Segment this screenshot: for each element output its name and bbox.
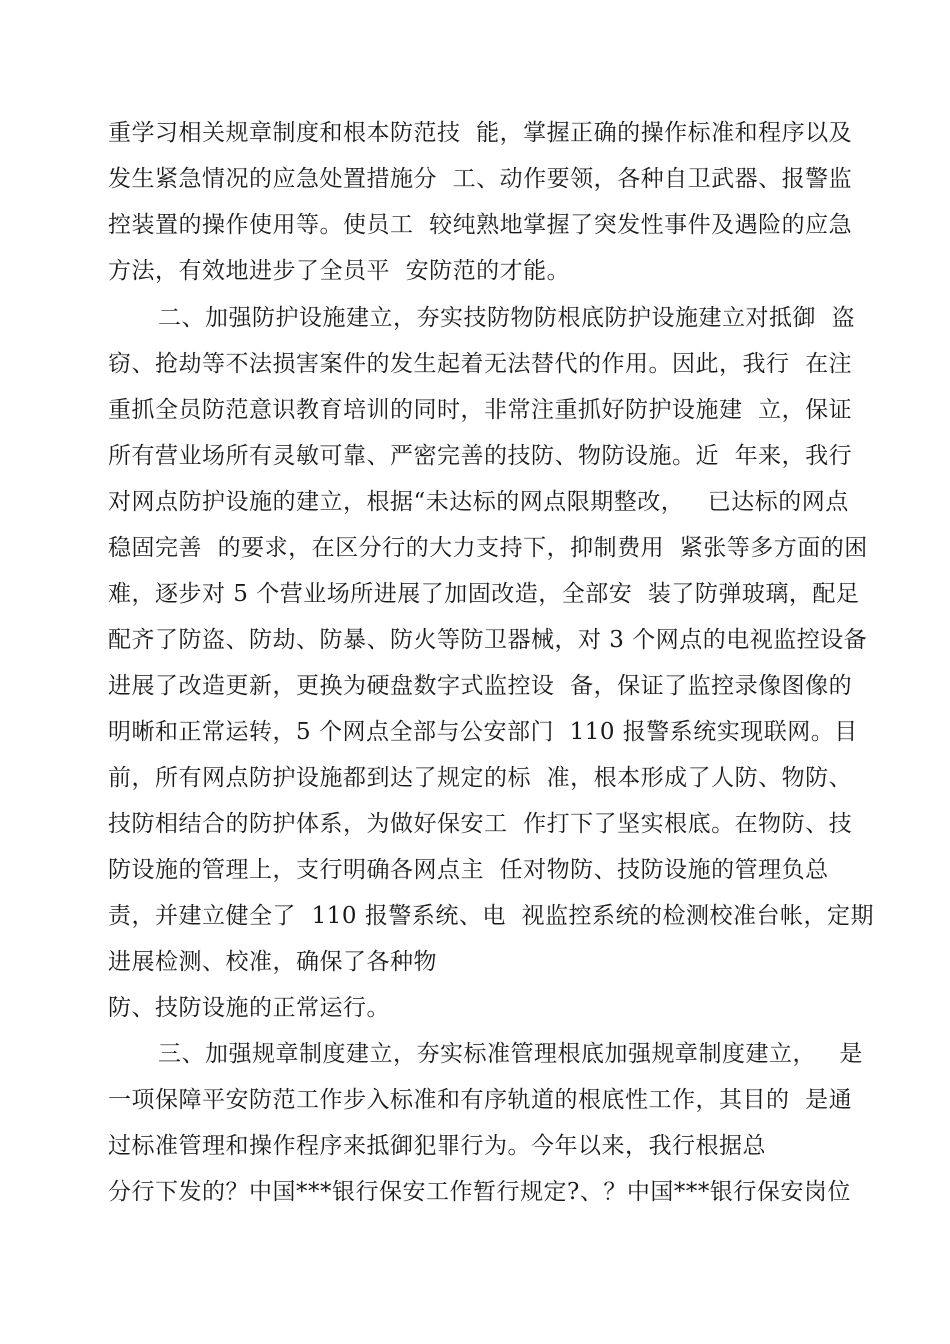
text-line: 一项保障平安防范工作步入标准和有序轨道的根底性工作，其目的 是通	[108, 1087, 853, 1113]
text-line: 技防相结合的防护体系，为做好保安工 作打下了坚实根底。在物防、技	[108, 811, 853, 837]
text-line: 难，逐步对 5 个营业场所进展了加固改造，全部安 装了防弹玻璃，配足	[108, 581, 860, 607]
text-line: 前，所有网点防护设施都到达了规定的标 准，根本形成了人防、物防、	[108, 765, 853, 791]
text-line: 分行下发的？中国***银行保安工作暂行规定?、？中国***银行保安岗位	[108, 1179, 851, 1205]
text-line: 稳固完善 的要求，在区分行的大力支持下，抑制费用 紧张等多方面的困	[108, 535, 868, 561]
text-line: 明晰和正常运转，5 个网点全部与公安部门 110 报警系统实现联网。目	[108, 719, 858, 745]
paragraph-heading: 三、加强规章制度建立，夯实标准管理根底加强规章制度建立， 是	[158, 1041, 863, 1067]
text-line: 配齐了防盗、防劫、防暴、防火等防卫器械，对 3 个网点的电视监控设备	[108, 627, 868, 653]
text-line: 重抓全员防范意识教育培训的同时，非常注重抓好防护设施建 立，保证	[108, 397, 853, 423]
text-line: 窃、抢劫等不法损害案件的发生起着无法替代的作用。因此，我行 在注	[108, 351, 853, 377]
text-line: 重学习相关规章制度和根本防范技 能，掌握正确的操作标准和程序以及	[108, 120, 853, 146]
text-line: 防、技防设施的正常运行。	[108, 995, 390, 1021]
text-line: 进展了改造更新，更换为硬盘数字式监控设 备，保证了监控录像图像的	[108, 673, 853, 699]
text-line: 对网点防护设施的建立，根据“未达标的网点限期整改， 已达标的网点	[108, 489, 849, 515]
text-line: 过标准管理和操作程序来抵御犯罪行为。今年以来，我行根据总	[108, 1133, 766, 1159]
text-line: 防设施的管理上，支行明确各网点主 任对物防、技防设施的管理负总	[108, 857, 829, 883]
text-line: 发生紧急情况的应急处置措施分 工、动作要领，各种自卫武器、报警监	[108, 166, 853, 192]
text-line: 控装置的操作使用等。使员工 较纯熟地掌握了突发性事件及遇险的应急	[108, 212, 853, 238]
text-line: 进展检测、校准，确保了各种物	[108, 949, 437, 975]
text-line: 所有营业场所有灵敏可靠、严密完善的技防、物防设施。近 年来，我行	[108, 443, 853, 469]
text-line: 方法，有效地进步了全员平 安防范的才能。	[108, 258, 571, 284]
paragraph-heading: 二、加强防护设施建立，夯实技防物防根底防护设施建立对抵御 盗	[158, 305, 856, 331]
text-line: 责，并建立健全了 110 报警系统、电 视监控系统的检测校准台帐，定期	[108, 903, 874, 929]
